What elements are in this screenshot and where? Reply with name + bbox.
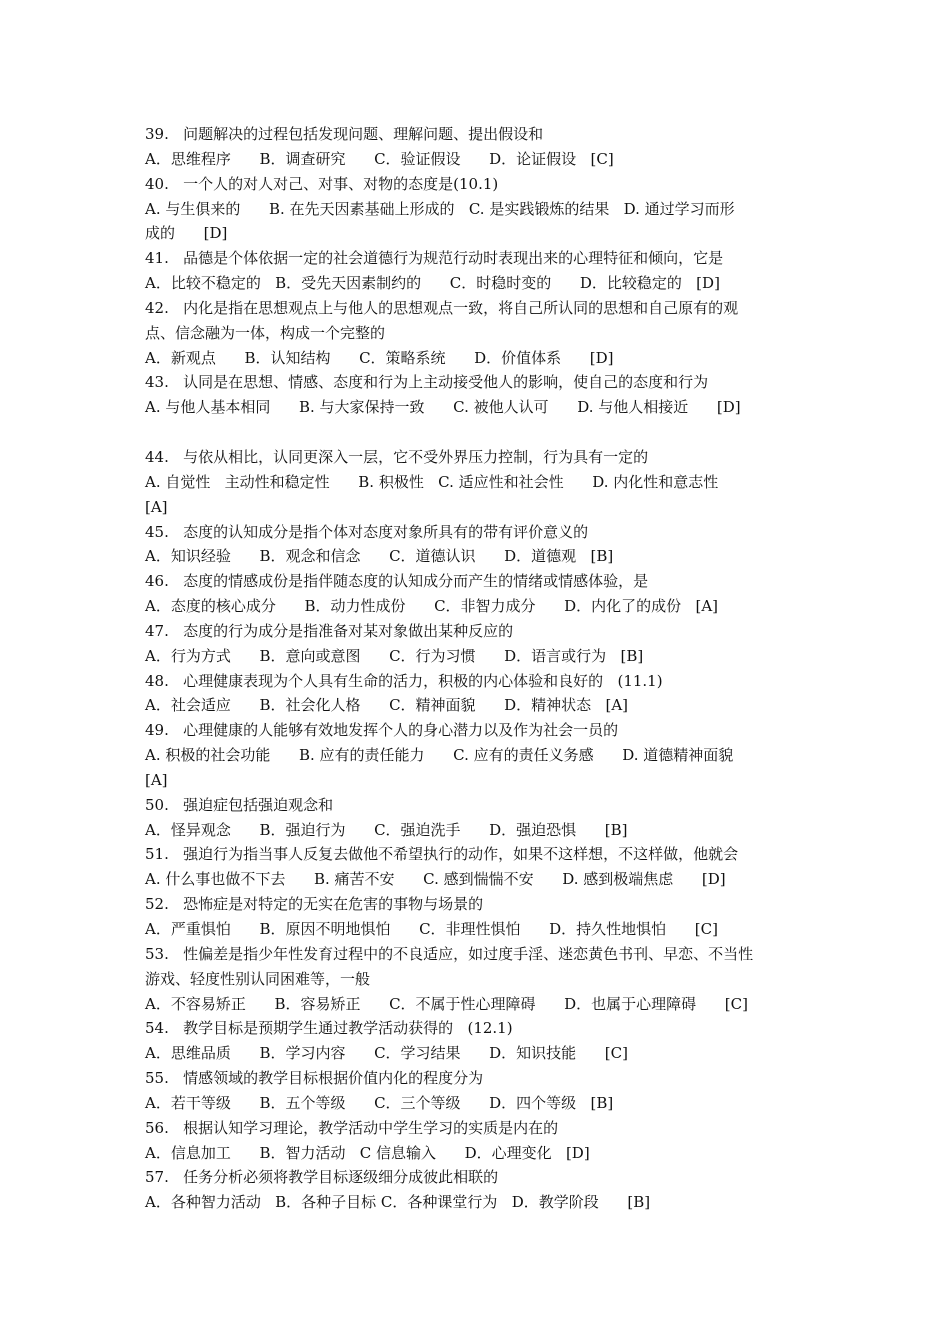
question-42-stem: 42. 内化是指在思想观点上与他人的思想观点一致，将自己所认同的思想和自己原有的观 xyxy=(145,298,739,317)
question-52-stem: 52. 恐怖症是对特定的无实在危害的事物与场景的 xyxy=(145,895,484,914)
question-48-options: A．社会适应 B．社会化人格 C．精神面貌 D．精神状态 [A] xyxy=(145,696,629,715)
question-47-options: A．行为方式 B．意向或意图 C．行为习惯 D．语言或行为 [B] xyxy=(145,646,644,665)
question-47-stem: 47. 态度的行为成分是指准备对某对象做出某种反应的 xyxy=(145,621,514,640)
question-46-stem: 46. 态度的情感成份是指伴随态度的认知成分而产生的情绪或情感体验，是 xyxy=(145,572,649,591)
question-52-options: A．严重惧怕 B．原因不明地惧怕 C．非理性惧怕 D．持久性地惧怕 [C] xyxy=(145,920,718,938)
question-39-options: A．思维程序 B．调查研究 C．验证假设 D．论证假设 [C] xyxy=(145,149,614,168)
question-44-options: A. 自觉性 主动性和稳定性 B. 积极性 C. 适应性和社会性 D. 内化性和意志性 xyxy=(145,472,719,491)
question-44-answer: [A] xyxy=(145,497,168,516)
question-42-stem-cont: 点、信念融为一体，构成一个完整的 xyxy=(145,323,386,342)
question-40-options-cont: 成的 [D] xyxy=(145,224,228,243)
question-43-stem: 43. 认同是在思想、情感、态度和行为上主动接受他人的影响，使自己的态度和行为 xyxy=(145,373,709,392)
question-53-stem-cont: 游戏、轻度性别认同困难等，一般 xyxy=(145,969,371,988)
question-55-stem: 55. 情感领域的教学目标根据价值内化的程度分为 xyxy=(145,1069,484,1088)
question-53-options: A．不容易矫正 B．容易矫正 C．不属于性心理障碍 D．也属于心理障碍 [C] xyxy=(145,994,748,1013)
question-48-stem: 48. 心理健康表现为个人具有生命的活力，积极的内心体验和良好的 (11.1) xyxy=(145,671,663,690)
question-44-stem: 44. 与依从相比，认同更深入一层，它不受外界压力控制，行为具有一定的 xyxy=(145,447,649,466)
question-50-options: A．怪异观念 B．强迫行为 C．强迫洗手 D．强迫恐惧 [B] xyxy=(145,820,628,839)
question-57-options: A．各种智力活动 B．各种子目标 C．各种课堂行为 D．教学阶段 [B] xyxy=(145,1193,651,1212)
question-51-options: A. 什么事也做不下去 B. 痛苦不安 C. 感到惴惴不安 D. 感到极端焦虑 [D] xyxy=(145,870,726,889)
question-54-options: A．思维品质 B．学习内容 C．学习结果 D．知识技能 [C] xyxy=(145,1044,628,1063)
question-50-stem: 50. 强迫症包括强迫观念和 xyxy=(145,795,334,814)
document-page xyxy=(145,122,815,1215)
question-42-options: A．新观点 B．认知结构 C．策略系统 D．价值体系 [D] xyxy=(145,348,614,367)
question-49-options: A. 积极的社会功能 B. 应有的责任能力 C. 应有的责任义务感 D. 道德精神面貌 xyxy=(145,746,734,765)
question-45-options: A．知识经验 B．观念和信念 C．道德认识 D．道德观 [B] xyxy=(145,547,614,566)
question-53-stem: 53. 性偏差是指少年性发育过程中的不良适应，如过度手淫、迷恋黄色书刊、早恋、不当性 xyxy=(145,944,754,963)
question-40-stem: 40. 一个人的对人对己、对事、对物的态度是(10.1) xyxy=(145,174,499,193)
question-54-stem: 54. 教学目标是预期学生通过教学活动获得的 (12.1) xyxy=(145,1019,513,1038)
question-51-stem: 51. 强迫行为指当事人反复去做他不希望执行的动作，如果不这样想，不这样做，他就会 xyxy=(145,845,739,864)
question-43-options: A. 与他人基本相同 B. 与大家保持一致 C. 被他人认可 D. 与他人相接近 [D] xyxy=(145,398,741,417)
question-56-stem: 56. 根据认知学习理论，教学活动中学生学习的实质是内在的 xyxy=(145,1118,559,1137)
question-49-answer: [A] xyxy=(145,770,168,789)
question-55-options: A．若干等级 B．五个等级 C．三个等级 D．四个等级 [B] xyxy=(145,1093,614,1112)
question-49-stem: 49. 心理健康的人能够有效地发挥个人的身心潜力以及作为社会一员的 xyxy=(145,721,619,740)
question-39-stem: 39. 问题解决的过程包括发现问题、理解问题、提出假设和 xyxy=(145,125,544,143)
question-46-options: A．态度的核心成分 B．动力性成份 C．非智力成分 D．内化了的成份 [A] xyxy=(145,597,719,616)
question-41-stem: 41. 品德是个体依据一定的社会道德行为规范行动时表现出来的心理特征和倾向，它是 xyxy=(145,249,724,268)
blank-line xyxy=(145,420,815,445)
question-56-options: A．信息加工 B．智力活动 C 信息输入 D．心理变化 [D] xyxy=(145,1143,590,1162)
question-41-options: A．比较不稳定的 B．受先天因素制约的 C．时稳时变的 D．比较稳定的 [D] xyxy=(145,274,720,293)
question-45-stem: 45. 态度的认知成分是指个体对态度对象所具有的带有评价意义的 xyxy=(145,522,589,541)
question-57-stem: 57. 任务分析必须将教学目标逐级细分成彼此相联的 xyxy=(145,1168,499,1187)
question-40-options: A. 与生俱来的 B. 在先天因素基础上形成的 C. 是实践锻炼的结果 D. 通过学习而形 xyxy=(145,199,735,218)
